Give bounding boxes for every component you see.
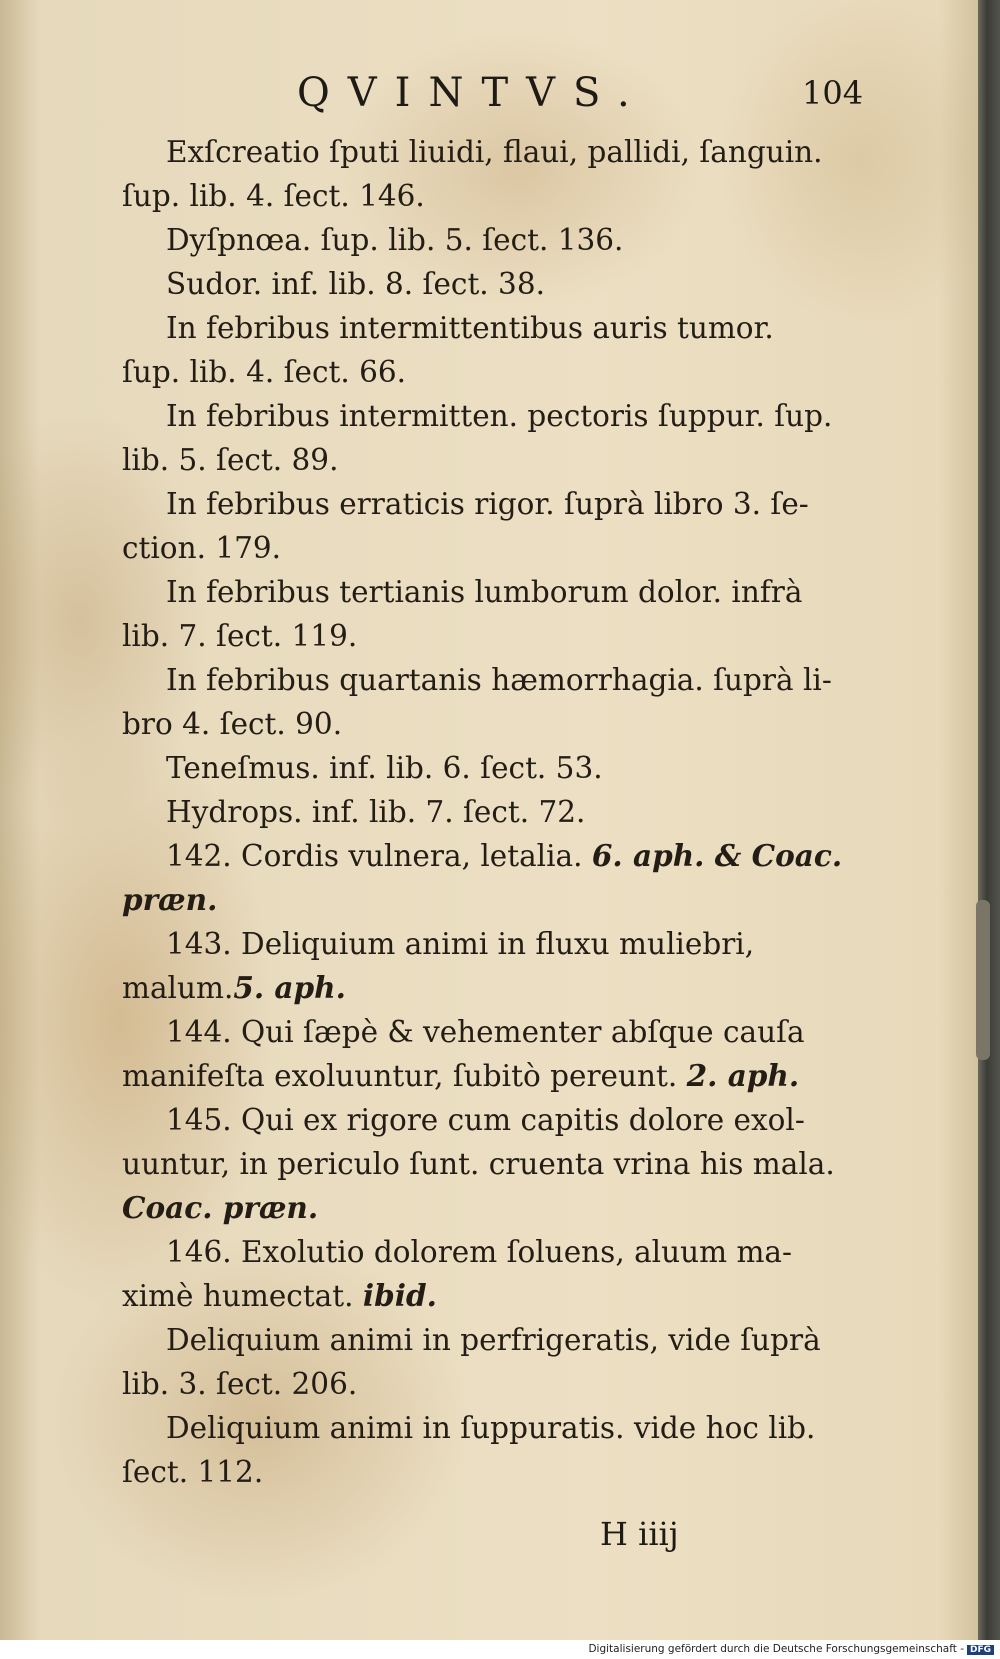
text-line: Sudor. inf. lib. 8. ſect. 38. — [166, 267, 545, 301]
text-line: Hydrops. inf. lib. 7. ſect. 72. — [166, 795, 586, 829]
text-line: ſect. 112. — [122, 1455, 264, 1489]
text-line: uuntur, in periculo ſunt. cruenta vrina his mala. — [122, 1147, 835, 1181]
folio-number: 104 — [802, 74, 864, 112]
text-line: 144. Qui ſæpè & vehementer abſque cauſa — [166, 1015, 805, 1049]
text-line: In febribus erraticis rigor. ſuprà libro 3. ſe- — [166, 487, 809, 521]
page-body — [122, 130, 882, 1494]
text-line: ction. 179. — [122, 531, 282, 565]
text-line: 142. Cordis vulnera, letalia. 6. aph. & Coac. — [166, 838, 843, 873]
text-line: Dyſpnœa. ſup. lib. 5. ſect. 136. — [166, 223, 624, 257]
page-edge — [978, 0, 1000, 1640]
text-line: lib. 5. ſect. 89. — [122, 443, 339, 477]
text-line: ximè humectat. ibid. — [122, 1278, 437, 1313]
text-line: lib. 7. ſect. 119. — [122, 619, 358, 653]
text-line: malum.5. aph. — [122, 970, 346, 1005]
page-header — [0, 70, 988, 120]
digitization-credit — [588, 1643, 994, 1655]
text-line: lib. 3. ſect. 206. — [122, 1367, 358, 1401]
text-line: Coac. præn. — [122, 1190, 319, 1225]
text-line: Teneſmus. inf. lib. 6. ſect. 53. — [166, 751, 603, 785]
running-head: QVINTVS. — [297, 70, 648, 116]
text-line: Deliquium animi in perfrigeratis, vide ſuprà — [166, 1323, 821, 1357]
text-line: ſup. lib. 4. ſect. 66. — [122, 355, 407, 389]
text-line: bro 4. ſect. 90. — [122, 707, 343, 741]
text-line: Deliquium animi in ſuppuratis. vide hoc lib. — [166, 1411, 816, 1445]
text-line: In febribus tertianis lumborum dolor. infrà — [166, 575, 803, 609]
text-line: In febribus intermittentibus auris tumor. — [166, 311, 774, 345]
text-line: In febribus quartanis hæmorrhagia. ſuprà li- — [166, 663, 832, 697]
dfg-logo: DFG — [967, 1645, 994, 1655]
text-line: In febribus intermitten. pectoris ſuppur. ſup. — [166, 399, 833, 433]
credit-text: Digitalisierung gefördert durch die Deutsche Forschungsgemeinschaft - — [588, 1643, 964, 1655]
text-line: 145. Qui ex rigore cum capitis dolore exol- — [166, 1103, 805, 1137]
text-line: 143. Deliquium animi in fluxu muliebri, — [166, 927, 755, 961]
text-line: ſup. lib. 4. ſect. 146. — [122, 179, 425, 213]
text-line: præn. — [122, 882, 218, 917]
text-line: manifeſta exoluuntur, ſubitò pereunt. 2. aph. — [122, 1058, 800, 1093]
text-line: 146. Exolutio dolorem ſoluens, aluum ma- — [166, 1235, 792, 1269]
page-edge-tab — [976, 900, 990, 1060]
text-line: Exſcreatio ſputi liuidi, flaui, pallidi, ſanguin. — [166, 135, 823, 169]
signature-mark: H iiij — [600, 1515, 679, 1553]
